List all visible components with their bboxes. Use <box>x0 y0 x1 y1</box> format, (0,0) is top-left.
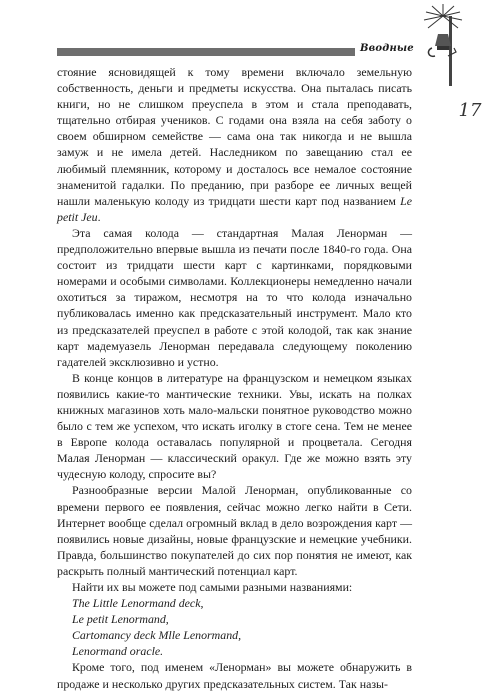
paragraph-text: стояние ясновидящей к тому времени включало земельную собственность, деньги и предметы искусства. Она пыталась писать книги, но не слишком преуспела в этом и стала преподавать, тщательно отбирая учеников. С годами она взяла на себя заботу о своем обширном семействе — сама она так никогда и не вышла замуж и не имела детей. Наследником по завещанию стал ее любимый племянник, которому и досталось все немалое состояние знаменитой гадалки. По преданию, при разборе ее личных вещей нашли маленькую колоду из тридцати шести карт под названием <box>57 65 412 208</box>
deck-title: Le petit Lenormand, <box>72 612 169 627</box>
paragraph <box>57 64 412 225</box>
paragraph: В конце концов в литературе на французском и немецком языках появились какие-то мантические техники. Увы, искать на полках книжных магазинов хоть мало-мальски понятное руководство можно было с тем же успехом, что искать иголку в стоге сена. Тем не менее в Европе колода оставалась популярной и процветала. Сегодня Малая Ленорман — классический оракул. Где же можно взять эту чудесную колоду, спросите вы? <box>57 370 412 482</box>
book-title: Le petit Jeu <box>57 193 412 224</box>
section-title: Вводные <box>360 43 414 54</box>
lamp-icon <box>418 4 468 94</box>
body-text <box>57 64 412 692</box>
paragraph: Разнообразные версии Малой Ленорман, опубликованные со времени первого ее появления, сейчас можно легко найти в Сети. Интернет вообще сделал огромный вклад в дело возрождения карт — появились новые дизайны, новые французские и немецкие учебники. Правда, большинство покупателей до сих пор понятия не имеют, как раскрыть полный мантический потенциал карт. <box>57 483 412 578</box>
deck-title: Cartomancy deck Mlle Lenormand, <box>72 628 242 643</box>
page-number: 17 <box>458 100 482 121</box>
deck-title: Lenormand oracle. <box>72 644 164 659</box>
deck-title: The Little Lenormand deck, <box>72 596 204 611</box>
paragraph: Кроме того, под именем «Ленорман» вы можете обнаружить в продаже и несколько других предсказательных систем. Так назы- <box>57 660 412 691</box>
paragraph: Найти их вы можете под самыми разными названиями: <box>72 580 353 594</box>
paragraph: Эта самая колода — стандартная Малая Ленорман — предположительно впервые вышла из печати после 1840-го года. Она состоит из тридцати шести карт с картинками, порядковыми номерами и особыми символами. Коллекционеры немедленно начали охотиться за тиражом, несмотря на то что колода изначально публиковалась именно как предсказательный инструмент. Мало кто из предсказателей преуспел в работе с этой колодой, так как знание карт мадемуазель Ленорман передавала следующему поколению гадателей эксклюзивно и устно. <box>57 225 412 369</box>
header-rule <box>57 48 355 56</box>
paragraph-end: . <box>97 209 101 224</box>
